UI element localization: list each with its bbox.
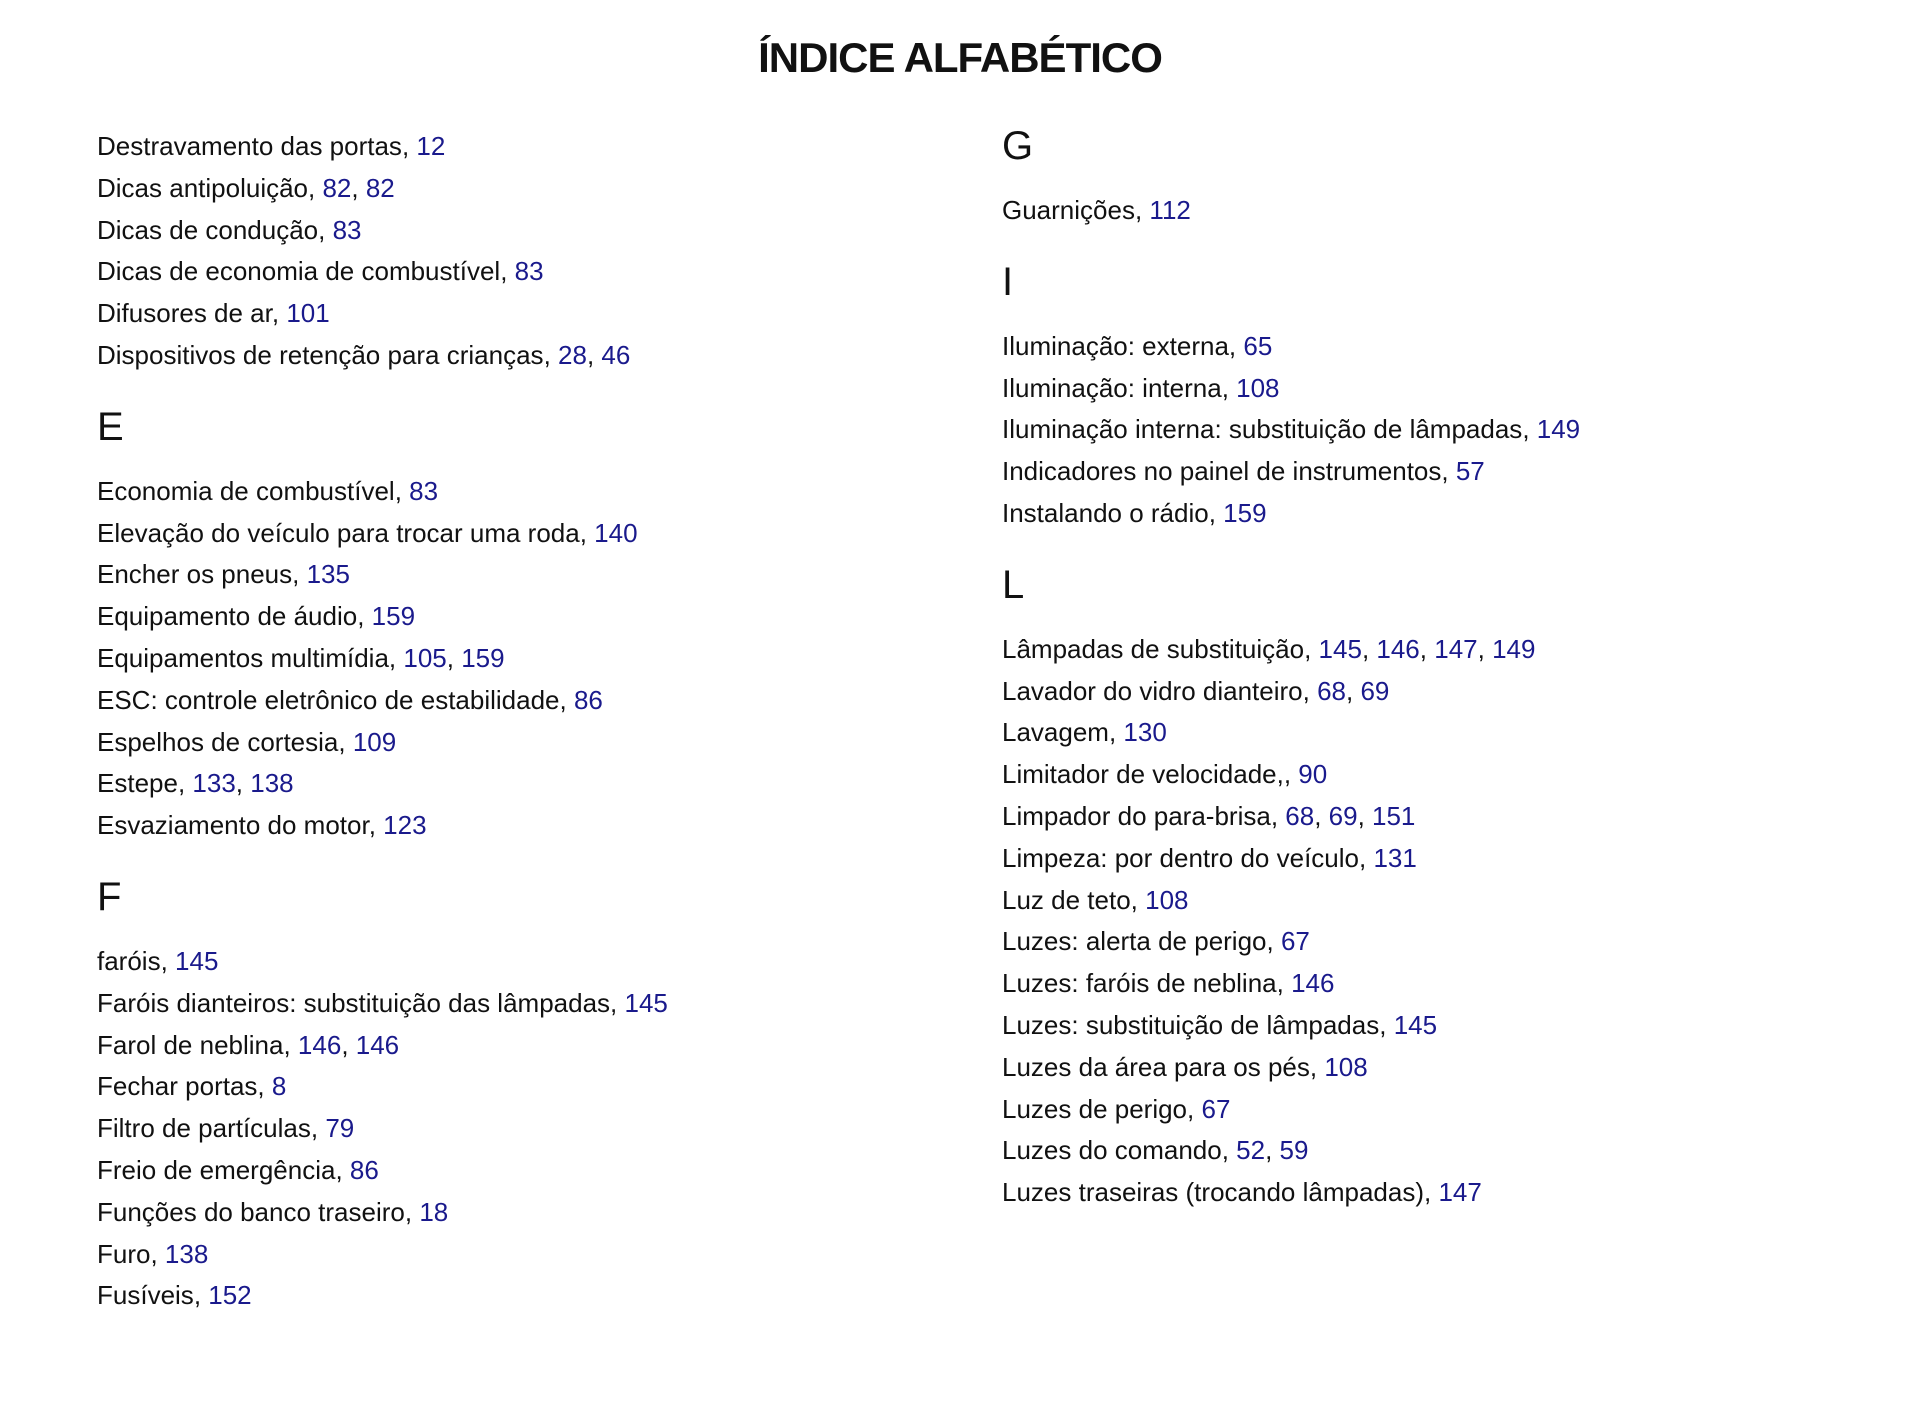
index-entry: Economia de combustível, 83 bbox=[97, 475, 439, 506]
entry-text: Luzes da área para os pés bbox=[1002, 1051, 1310, 1082]
entry-text: Economia de combustível bbox=[97, 475, 395, 506]
index-entry: Encher os pneus, 135 bbox=[97, 559, 350, 590]
entry-text: Farol de neblina bbox=[97, 1029, 284, 1060]
entry-text: Fusíveis bbox=[97, 1280, 194, 1311]
page-link[interactable]: 105 bbox=[403, 642, 447, 673]
entry-text: Indicadores no painel de instrumentos bbox=[1002, 456, 1442, 487]
page-link[interactable]: 146 bbox=[355, 1029, 400, 1060]
page-link[interactable]: 28 bbox=[558, 339, 587, 370]
entry-text: Equipamento de áudio bbox=[97, 601, 358, 632]
page-link[interactable]: 83 bbox=[514, 256, 544, 287]
page-link[interactable]: 59 bbox=[1279, 1135, 1309, 1166]
index-entry: Fechar portas, 8 bbox=[97, 1071, 287, 1102]
index-entry: Lavador do vidro dianteiro, 68, 69 bbox=[1002, 675, 1390, 706]
page-link[interactable]: 90 bbox=[1298, 759, 1328, 790]
page-link[interactable]: 159 bbox=[461, 642, 505, 673]
entry-text: Luzes traseiras (trocando lâmpadas) bbox=[1002, 1177, 1424, 1208]
page-link[interactable]: 123 bbox=[383, 810, 427, 841]
page-link[interactable]: 138 bbox=[250, 768, 294, 799]
entry-text: Iluminação interna: substituição de lâmpadas bbox=[1002, 414, 1523, 445]
index-entry: Dicas de condução, 83 bbox=[97, 214, 362, 245]
index-entry: Farol de neblina, 146, 146 bbox=[97, 1029, 400, 1060]
page-link[interactable]: 82 bbox=[365, 172, 395, 203]
entry-text: Iluminação: interna bbox=[1002, 372, 1222, 403]
index-column-right bbox=[1002, 126, 1882, 1214]
entry-text: Espelhos de cortesia bbox=[97, 726, 339, 757]
entry-text: Instalando o rádio bbox=[1002, 497, 1209, 528]
page-link[interactable]: 83 bbox=[332, 214, 362, 245]
entry-text: Filtro de partículas bbox=[97, 1113, 311, 1144]
section-letter: L bbox=[1002, 562, 1025, 607]
index-entry: Luzes: faróis de neblina, 146 bbox=[1002, 968, 1335, 999]
page-link[interactable]: 68 bbox=[1285, 800, 1315, 831]
entry-text: Encher os pneus bbox=[97, 559, 293, 590]
index-entry: Faróis dianteiros: substituição das lâmpadas, 145 bbox=[97, 987, 668, 1018]
page-link[interactable]: 101 bbox=[286, 298, 330, 329]
page-link[interactable]: 146 bbox=[1291, 968, 1335, 999]
entry-text: Elevação do veículo para trocar uma roda bbox=[97, 517, 580, 548]
index-entry: Funções do banco traseiro, 18 bbox=[97, 1196, 449, 1227]
entry-text: Destravamento das portas bbox=[97, 131, 402, 161]
page-link[interactable]: 138 bbox=[164, 1238, 209, 1269]
entry-text: Iluminação: externa bbox=[1002, 330, 1229, 361]
page-link[interactable]: 57 bbox=[1455, 456, 1485, 487]
page-link[interactable]: 145 bbox=[1318, 633, 1362, 664]
index-entry: Dicas antipoluição, 82, 82 bbox=[97, 172, 395, 203]
page-link[interactable]: 69 bbox=[1328, 800, 1358, 831]
section-letter: E bbox=[97, 404, 124, 449]
page-link[interactable]: 152 bbox=[208, 1280, 252, 1311]
index-section bbox=[1002, 126, 1882, 232]
entry-text: Luzes do comando bbox=[1002, 1135, 1222, 1166]
index-entry: Espelhos de cortesia, 109 bbox=[97, 726, 397, 757]
section-letter: I bbox=[1002, 259, 1014, 304]
entry-text: Limitador de velocidade, bbox=[1002, 759, 1284, 790]
entry-text: Estepe bbox=[97, 768, 178, 799]
index-entry: Esvaziamento do motor, 123 bbox=[97, 810, 427, 841]
page-link[interactable]: 79 bbox=[325, 1113, 355, 1144]
index-entry: Instalando o rádio, 159 bbox=[1002, 497, 1267, 528]
page-link[interactable]: 145 bbox=[1393, 1009, 1438, 1040]
entry-text: Funções do banco traseiro bbox=[97, 1196, 405, 1227]
page-link[interactable]: 69 bbox=[1360, 675, 1390, 706]
entry-text: Freio de emergência bbox=[97, 1154, 336, 1185]
index-section bbox=[1002, 562, 1882, 1214]
index-entry: Dispositivos de retenção para crianças, 28, 46 bbox=[97, 339, 631, 370]
index-section bbox=[1002, 259, 1882, 535]
index-entry: Limpador do para-brisa, 68, 69, 151 bbox=[1002, 800, 1416, 831]
index-entry: Freio de emergência, 86 bbox=[97, 1154, 379, 1185]
page-link[interactable]: 146 bbox=[297, 1029, 342, 1060]
index-entry: Limitador de velocidade,, 90 bbox=[1002, 759, 1328, 790]
page-link[interactable]: 149 bbox=[1492, 633, 1536, 664]
index-section bbox=[97, 404, 977, 847]
index-entry: Lâmpadas de substituição, 145, 146, 147, 149 bbox=[1002, 633, 1536, 664]
index-column-left bbox=[97, 126, 977, 1317]
page-link[interactable]: 131 bbox=[1373, 842, 1417, 873]
index-entry: Luzes traseiras (trocando lâmpadas), 147 bbox=[1002, 1177, 1482, 1208]
entry-text: Lavador do vidro dianteiro bbox=[1002, 675, 1303, 706]
page-link[interactable]: 83 bbox=[409, 475, 439, 506]
index-entry: Elevação do veículo para trocar uma roda, 140 bbox=[97, 517, 638, 548]
entry-text: Luzes: faróis de neblina bbox=[1002, 968, 1277, 999]
page-link[interactable]: 52 bbox=[1236, 1135, 1266, 1166]
index-entry: Iluminação interna: substituição de lâmpadas, 149 bbox=[1002, 414, 1581, 445]
page-link[interactable]: 130 bbox=[1123, 717, 1167, 748]
index-entry: Luzes do comando, 52, 59 bbox=[1002, 1135, 1309, 1166]
index-entry: Equipamento de áudio, 159 bbox=[97, 601, 416, 632]
page-link[interactable]: 149 bbox=[1536, 414, 1581, 445]
entry-text: Limpador do para-brisa bbox=[1002, 800, 1271, 831]
index-entry: Luzes de perigo, 67 bbox=[1002, 1093, 1231, 1124]
entry-text: Equipamentos multimídia bbox=[97, 642, 389, 673]
entry-text: Faróis dianteiros: substituição das lâmpadas bbox=[97, 987, 611, 1018]
page-link[interactable]: 109 bbox=[352, 726, 397, 757]
index-entry: Limpeza: por dentro do veículo, 131 bbox=[1002, 842, 1417, 873]
index-entry: ESC: controle eletrônico de estabilidade, 86 bbox=[97, 684, 603, 715]
index-entry: Fusíveis, 152 bbox=[97, 1280, 252, 1311]
entry-text: Furo bbox=[97, 1238, 151, 1269]
entry-text: Luzes: alerta de perigo bbox=[1002, 926, 1267, 957]
page-link[interactable]: 18 bbox=[419, 1196, 449, 1227]
entry-text: Lavagem bbox=[1002, 717, 1109, 748]
index-entry: Destravamento das portas, 12 bbox=[97, 131, 446, 161]
page-link[interactable]: 12 bbox=[416, 131, 446, 161]
page-link[interactable]: 147 bbox=[1438, 1177, 1482, 1208]
page-link[interactable]: 151 bbox=[1372, 800, 1416, 831]
entry-text: Dicas antipoluição bbox=[97, 172, 309, 203]
section-letter: G bbox=[1002, 124, 1034, 168]
entry-text: Dispositivos de retenção para crianças bbox=[97, 339, 544, 370]
entry-text: Luzes de perigo bbox=[1002, 1093, 1188, 1124]
entry-text: Guarnições bbox=[1002, 195, 1135, 225]
entry-text: ESC: controle eletrônico de estabilidade bbox=[97, 684, 560, 715]
entry-text: Dicas de economia de combustível bbox=[97, 256, 501, 287]
page-link[interactable]: 147 bbox=[1434, 633, 1478, 664]
page-link[interactable]: 146 bbox=[1376, 633, 1420, 664]
page-link[interactable]: 86 bbox=[573, 684, 603, 715]
index-entry: Luzes da área para os pés, 108 bbox=[1002, 1051, 1368, 1082]
entry-text: Fechar portas bbox=[97, 1071, 258, 1102]
page-title: ÍNDICE ALFABÉTICO bbox=[758, 34, 1162, 81]
entry-text: Esvaziamento do motor bbox=[97, 810, 369, 841]
index-entry: Difusores de ar, 101 bbox=[97, 298, 330, 329]
index-entry: Estepe, 133, 138 bbox=[97, 768, 294, 799]
index-entry: Filtro de partículas, 79 bbox=[97, 1113, 355, 1144]
index-entry: Guarnições, 112 bbox=[1002, 195, 1191, 225]
page-link[interactable]: 159 bbox=[371, 601, 416, 632]
index-entry: Indicadores no painel de instrumentos, 57 bbox=[1002, 456, 1485, 487]
index-entry: Iluminação: externa, 65 bbox=[1002, 330, 1273, 361]
page-link[interactable]: 82 bbox=[322, 172, 352, 203]
page-link[interactable]: 145 bbox=[175, 945, 219, 976]
index-entry: Equipamentos multimídia, 105, 159 bbox=[97, 642, 505, 673]
entry-text: Luz de teto bbox=[1002, 884, 1131, 915]
page-link[interactable]: 135 bbox=[306, 559, 350, 590]
index-entry: Luzes: substituição de lâmpadas, 145 bbox=[1002, 1009, 1438, 1040]
page-link[interactable]: 65 bbox=[1243, 330, 1273, 361]
page-link[interactable]: 108 bbox=[1236, 372, 1280, 403]
page-link[interactable]: 8 bbox=[271, 1071, 287, 1102]
page-link[interactable]: 133 bbox=[192, 768, 236, 799]
entry-text: Luzes: substituição de lâmpadas bbox=[1002, 1009, 1380, 1040]
page-link[interactable]: 112 bbox=[1149, 195, 1191, 225]
page-link[interactable]: 67 bbox=[1201, 1093, 1231, 1124]
page-link[interactable]: 46 bbox=[601, 339, 631, 370]
page-link[interactable]: 145 bbox=[624, 987, 668, 1018]
index-entry: Luzes: alerta de perigo, 67 bbox=[1002, 926, 1310, 957]
page-link[interactable]: 67 bbox=[1280, 926, 1310, 957]
index-section bbox=[97, 126, 977, 377]
index-entry: Lavagem, 130 bbox=[1002, 717, 1167, 748]
page-link[interactable]: 68 bbox=[1317, 675, 1347, 706]
page-link[interactable]: 86 bbox=[349, 1154, 379, 1185]
page-link[interactable]: 140 bbox=[594, 517, 638, 548]
index-entry: Furo, 138 bbox=[97, 1238, 209, 1269]
index-entry: Iluminação: interna, 108 bbox=[1002, 372, 1280, 403]
page-link[interactable]: 108 bbox=[1324, 1051, 1368, 1082]
entry-text: Dicas de condução bbox=[97, 214, 319, 245]
page-link[interactable]: 159 bbox=[1223, 497, 1267, 528]
entry-text: Difusores de ar bbox=[97, 298, 272, 329]
entry-text: faróis bbox=[97, 945, 161, 976]
index-section bbox=[97, 874, 977, 1317]
page-link[interactable]: 108 bbox=[1145, 884, 1189, 915]
entry-text: Limpeza: por dentro do veículo bbox=[1002, 842, 1359, 873]
section-letter: F bbox=[97, 874, 122, 919]
index-entry: Luz de teto, 108 bbox=[1002, 884, 1189, 915]
index-entry: faróis, 145 bbox=[97, 945, 219, 976]
index-entry: Dicas de economia de combustível, 83 bbox=[97, 256, 544, 287]
entry-text: Lâmpadas de substituição bbox=[1002, 633, 1305, 664]
